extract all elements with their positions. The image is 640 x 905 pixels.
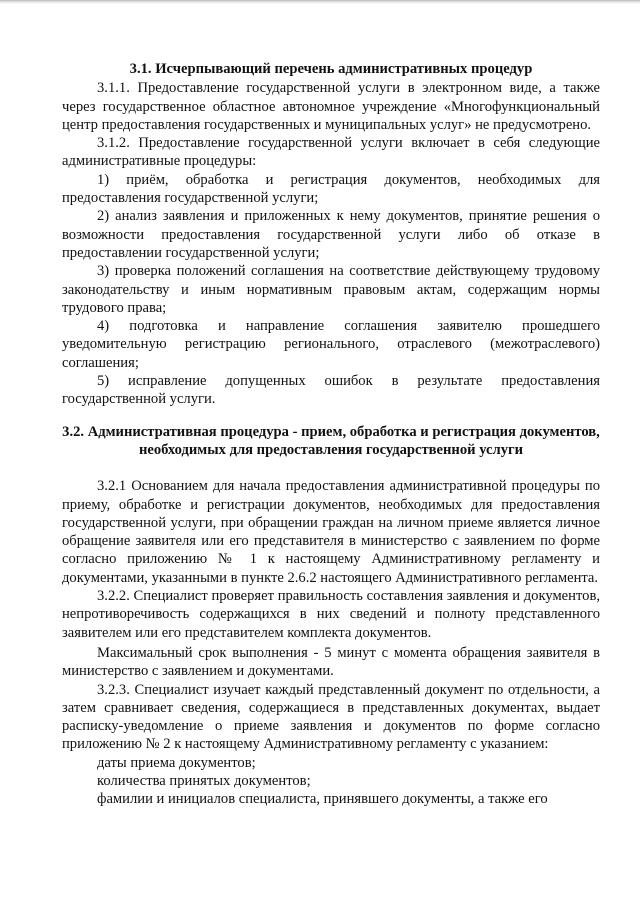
procedure-item-1: 1) приём, обработка и регистрация документов, необходимых для предоставления государственной услуги; [62, 171, 600, 207]
procedure-item-3: 3) проверка положений соглашения на соответствие действующему трудовому законодательству и иным нормативным правовым актам, содержащим нормы трудового права; [62, 263, 600, 316]
paragraph-3-2-3: 3.2.3. Специалист изучает каждый представленный документ по отдельности, а затем сравнивает сведения, содержащиеся в представленных документах, выдает расписку-уведомление о приеме заявления и документов по форме согласно приложению № 2 к настоящему Административному регламенту с указанием: [62, 681, 600, 753]
paragraph-3-2-1: 3.2.1 Основанием для начала предоставления административной процедуры по приему, обработке и регистрации документов, необходимых для предоставления государственной услуги, при обращении граждан на личном приеме является личное обращение заявителя или его представителя в министерство с заявлением по форме согласно приложению № 1 к настоящему Административному регламенту и документами, указанными в пункте 2.6.2 настоящего Административного регламента. [62, 478, 600, 586]
document-page [62, 60, 600, 809]
section-3-2-title: 3.2. Административная процедура - прием, обработка и регистрация документов, необходимых для предоставления государственной услуги [62, 423, 600, 458]
procedure-item-4: 4) подготовка и направление соглашения заявителю прошедшего уведомительную регистрацию регионального, отраслевого (межотраслевого) соглашения; [62, 318, 600, 371]
scan-edge [0, 0, 640, 4]
paragraph-3-1-2: 3.1.2. Предоставление государственной услуги включает в себя следующие административные процедуры: [62, 135, 600, 170]
section-3-1-title: 3.1. Исчерпывающий перечень административных процедур [129, 61, 533, 77]
paragraph-3-2-2: 3.2.2. Специалист проверяет правильность составления заявления и документов, непротиворечивость содержащихся в них сведений и полноту представленного заявителем или его представителем комплекта документов. [62, 588, 600, 641]
paragraph-3-1-1: 3.1.1. Предоставление государственной услуги в электронном виде, а также через государственное областное автономное учреждение «Многофункциональный центр предоставления государственных и муниципальных услуг» не предусмотрено. [62, 80, 600, 133]
receipt-item-date: даты приема документов; [97, 754, 256, 771]
receipt-item-count: количества принятых документов; [97, 772, 311, 789]
paragraph-max-term: Максимальный срок выполнения - 5 минут с момента обращения заявителя в министерство с заявлением и документами. [62, 644, 600, 680]
procedure-item-2: 2) анализ заявления и приложенных к нему документов, принятие решения о возможности предоставления государственной услуги либо об отказе в предоставлении государственной услуги; [62, 208, 600, 261]
receipt-item-specialist: фамилии и инициалов специалиста, принявшего документы, а также его [97, 791, 548, 808]
procedure-item-5: 5) исправление допущенных ошибок в результате предоставления государственной услуги. [62, 373, 600, 408]
